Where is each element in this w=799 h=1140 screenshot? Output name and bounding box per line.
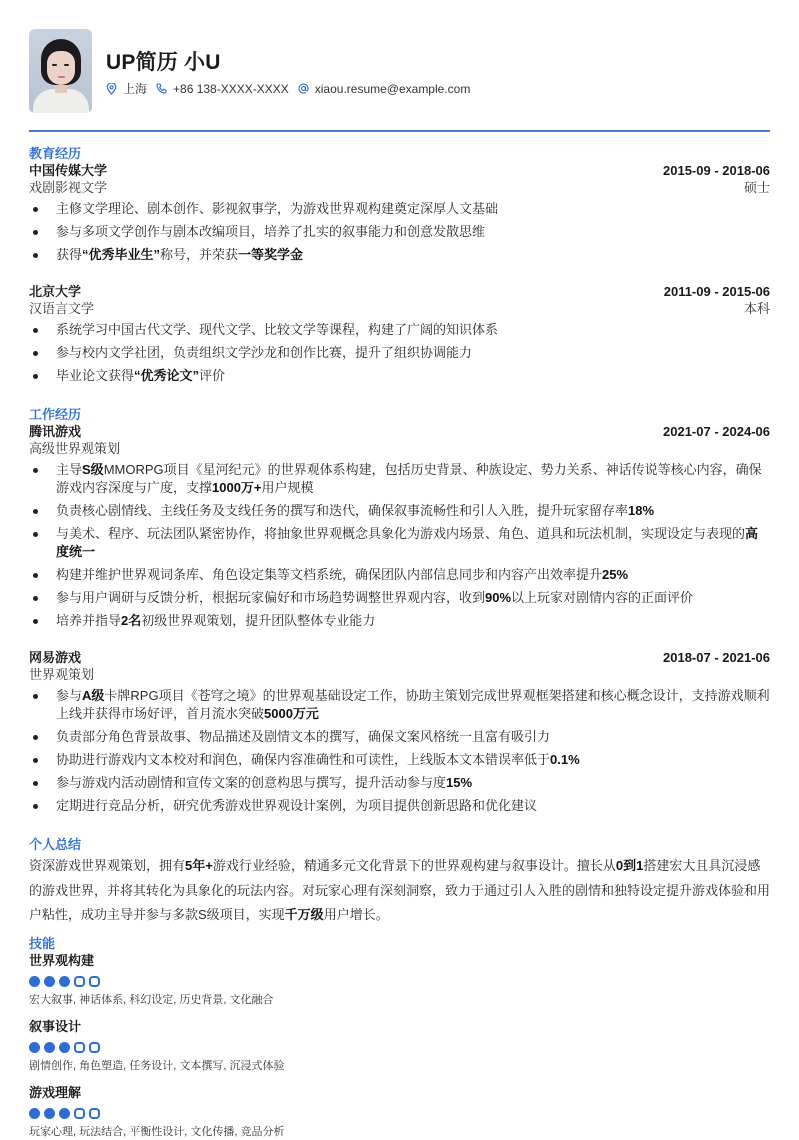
- bullet-item: 参与游戏内活动剧情和宣传文案的创意构思与撰写，提升活动参与度15%: [29, 774, 770, 792]
- candidate-name: UP简历 小U: [106, 51, 221, 74]
- skill-name: 世界观构建: [29, 953, 95, 968]
- education-entry: [29, 162, 770, 264]
- skill-level-rating: [29, 1042, 770, 1053]
- education-section: [29, 146, 770, 269]
- empty-dot-icon: [89, 1108, 100, 1119]
- company-name: 网易游戏: [29, 650, 82, 665]
- bullet-item: 构建并维护世界观词条库、角色设定集等文档系统，确保团队内部信息同步和内容产出效率提升25%: [29, 566, 770, 584]
- contact-phone: [156, 82, 289, 96]
- resume-header: [29, 0, 770, 130]
- work-date: 2018-07 - 2021-06: [663, 650, 770, 665]
- empty-dot-icon: [74, 1108, 85, 1119]
- header-divider: [29, 130, 770, 132]
- phone-text: +86 138-XXXX-XXXX: [173, 81, 289, 96]
- filled-dot-icon: [29, 1042, 40, 1053]
- work-bullets: [29, 461, 770, 630]
- filled-dot-icon: [44, 1108, 55, 1119]
- skill-item: [29, 1084, 770, 1140]
- section-title-summary: 个人总结: [29, 837, 82, 852]
- education-bullets: [29, 321, 770, 385]
- filled-dot-icon: [44, 976, 55, 987]
- at-sign-icon: [298, 83, 309, 94]
- email-text[interactable]: xiaou.resume@example.com: [314, 81, 471, 96]
- section-title-skills: 技能: [29, 936, 56, 951]
- work-entry: [29, 423, 770, 630]
- bullet-item: 获得“优秀毕业生”称号，并荣获一等奖学金: [29, 246, 770, 264]
- work-bullets: [29, 687, 770, 815]
- major: 汉语言文学: [29, 301, 95, 316]
- bullet-item: 定期进行竞品分析，研究优秀游戏世界观设计案例，为项目提供创新思路和优化建议: [29, 797, 770, 815]
- skill-name: 游戏理解: [29, 1085, 82, 1100]
- school-name: 中国传媒大学: [29, 163, 108, 178]
- filled-dot-icon: [59, 1108, 70, 1119]
- skill-tags: 玩家心理, 玩法结合, 平衡性设计, 文化传播, 竞品分析: [29, 1126, 285, 1138]
- skill-level-rating: [29, 976, 770, 987]
- summary-text: 资深游戏世界观策划，拥有5年+游戏行业经验，精通多元文化背景下的世界观构建与叙事设计。擅长从0到1搭建宏大且具沉浸感的游戏世界，并将其转化为具象化的玩法内容。对玩家心理有深刻洞察，致力于通过引人入胜的剧情和独特设定提升游戏体验和用户粘性，成功主导并参与多款S级项目，实现千万级用户增长。: [29, 858, 771, 922]
- bullet-item: 负责核心剧情线、主线任务及支线任务的撰写和迭代，确保叙事流畅性和引人入胜，提升玩家留存率18%: [29, 502, 770, 520]
- skill-tags: 剧情创作, 角色塑造, 任务设计, 文本撰写, 沉浸式体验: [29, 1060, 285, 1072]
- section-title-work: 工作经历: [29, 407, 82, 422]
- bullet-item: 协助进行游戏内文本校对和润色，确保内容准确性和可读性，上线版本文本错误率低于0.1%: [29, 751, 770, 769]
- bullet-item: 主修文学理论、剧本创作、影视叙事学，为游戏世界观构建奠定深厚人文基础: [29, 200, 770, 218]
- education-date: 2011-09 - 2015-06: [663, 284, 770, 299]
- skills-list: [29, 952, 770, 1140]
- bullet-item: 参与校内文学社团，负责组织文学沙龙和创作比赛，提升了组织协调能力: [29, 344, 770, 362]
- filled-dot-icon: [44, 1042, 55, 1053]
- bullet-item: 系统学习中国古代文学、现代文学、比较文学等课程，构建了广阔的知识体系: [29, 321, 770, 339]
- bullet-item: 主导S级MMORPG项目《星河纪元》的世界观体系构建，包括历史背景、种族设定、势力关系、神话传说等核心内容，确保游戏内容深度与广度，支撑1000万+用户规模: [29, 461, 770, 497]
- empty-dot-icon: [74, 976, 85, 987]
- skill-level-rating: [29, 1108, 770, 1119]
- work-entry: [29, 649, 770, 820]
- bullet-item: 负责部分角色背景故事、物品描述及剧情文本的撰写，确保文案风格统一且富有吸引力: [29, 728, 770, 746]
- degree: 本科: [743, 301, 770, 316]
- major: 戏剧影视文学: [29, 180, 108, 195]
- location-pin-icon: [106, 83, 117, 95]
- skills-section: [29, 936, 770, 1140]
- education-entry: [29, 283, 770, 390]
- filled-dot-icon: [29, 976, 40, 987]
- bullet-item: 参与A级卡牌RPG项目《苍穹之境》的世界观基础设定工作，协助主策划完成世界观框架搭建和核心概念设计，支持游戏顺利上线并获得市场好评，首月流水突破5000万元: [29, 687, 770, 723]
- job-title: 高级世界观策划: [29, 441, 121, 456]
- profile-photo: [29, 29, 92, 113]
- skill-item: [29, 1018, 770, 1074]
- phone-icon: [156, 83, 167, 94]
- education-date: 2015-09 - 2018-06: [663, 163, 770, 178]
- skill-item: [29, 952, 770, 1008]
- empty-dot-icon: [89, 976, 100, 987]
- empty-dot-icon: [89, 1042, 100, 1053]
- summary-section: [29, 837, 770, 928]
- contact-info: [106, 80, 479, 97]
- filled-dot-icon: [59, 1042, 70, 1053]
- filled-dot-icon: [59, 976, 70, 987]
- empty-dot-icon: [74, 1042, 85, 1053]
- bullet-item: 参与多项文学创作与剧本改编项目，培养了扎实的叙事能力和创意发散思维: [29, 223, 770, 241]
- company-name: 腾讯游戏: [29, 424, 82, 439]
- filled-dot-icon: [29, 1108, 40, 1119]
- contact-location: [106, 80, 147, 97]
- location-text: 上海: [123, 82, 148, 96]
- education-bullets: [29, 200, 770, 264]
- skill-name: 叙事设计: [29, 1019, 82, 1034]
- skill-tags: 宏大叙事, 神话体系, 科幻设定, 历史背景, 文化融合: [29, 994, 274, 1006]
- degree: 硕士: [743, 180, 770, 195]
- bullet-item: 培养并指导2名初级世界观策划，提升团队整体专业能力: [29, 612, 770, 630]
- bullet-item: 与美术、程序、玩法团队紧密协作，将抽象世界观概念具象化为游戏内场景、角色、道具和玩法机制，实现设定与表现的高度统一: [29, 525, 770, 561]
- job-title: 世界观策划: [29, 667, 95, 682]
- contact-email[interactable]: [298, 82, 471, 96]
- work-date: 2021-07 - 2024-06: [663, 424, 770, 439]
- section-title-education: 教育经历: [29, 146, 82, 161]
- school-name: 北京大学: [29, 284, 82, 299]
- bullet-item: 毕业论文获得“优秀论文”评价: [29, 367, 770, 385]
- bullet-item: 参与用户调研与反馈分析，根据玩家偏好和市场趋势调整世界观内容，收到90%以上玩家对剧情内容的正面评价: [29, 589, 770, 607]
- resume-page: [29, 0, 771, 1138]
- work-section: [29, 407, 770, 635]
